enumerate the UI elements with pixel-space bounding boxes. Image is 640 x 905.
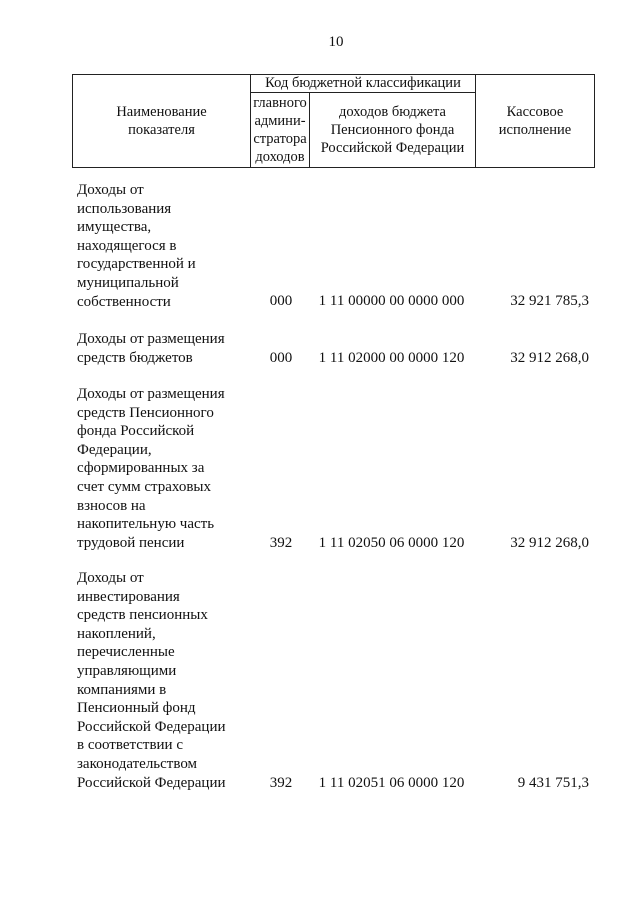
row-amount: 32 912 268,0 bbox=[510, 350, 589, 366]
header-execution-label: Кассовое исполнение bbox=[498, 104, 572, 138]
header-group-label: Код бюджетной классификации bbox=[265, 75, 461, 91]
row-admin-code: 392 bbox=[269, 775, 293, 791]
row-admin-code: 392 bbox=[269, 535, 293, 551]
header-cell-execution bbox=[476, 75, 594, 167]
header-cell-income bbox=[310, 93, 475, 167]
header-cell-admin bbox=[251, 93, 309, 167]
table-header bbox=[72, 74, 595, 168]
table-row bbox=[0, 330, 640, 370]
row-classification-code: 1 11 02050 06 0000 120 bbox=[318, 535, 465, 551]
header-cell-group bbox=[251, 74, 475, 92]
page-number: 10 bbox=[328, 34, 344, 50]
row-amount: 32 912 268,0 bbox=[510, 535, 589, 551]
row-name: Доходы от размещения средств Пенсионного фонда Российской Федерации, сформированных за счет сумм страховых взносов на накопительную часть трудовой пенсии bbox=[77, 386, 225, 551]
header-name-label: Наименование показателя bbox=[116, 104, 207, 138]
row-admin-code: 000 bbox=[269, 293, 293, 309]
header-cell-name bbox=[73, 75, 250, 167]
row-name: Доходы от размещения средств бюджетов bbox=[77, 331, 225, 366]
header-admin-label: главного админи- стратора доходов bbox=[253, 95, 307, 165]
header-income-label: доходов бюджета Пенсионного фонда Российской Федерации bbox=[320, 104, 465, 156]
row-name: Доходы от использования имущества, находящегося в государственной и муниципальной собственности bbox=[77, 182, 196, 310]
table-row bbox=[0, 569, 640, 799]
table-row bbox=[0, 385, 640, 555]
row-classification-code: 1 11 02051 06 0000 120 bbox=[318, 775, 465, 791]
row-classification-code: 1 11 00000 00 0000 000 bbox=[318, 293, 465, 309]
row-amount: 32 921 785,3 bbox=[510, 293, 589, 309]
table-row bbox=[0, 181, 640, 311]
header-right-border bbox=[594, 74, 595, 168]
header-bottom-border bbox=[72, 167, 595, 168]
row-classification-code: 1 11 02000 00 0000 120 bbox=[318, 350, 465, 366]
row-name: Доходы от инвестирования средств пенсионных накоплений, перечисленные управляющими компаниями в Пенсионный фонд Российской Федерации в соответствии с законодательством Российской Федерации bbox=[77, 570, 226, 791]
row-amount: 9 431 751,3 bbox=[517, 775, 589, 791]
row-admin-code: 000 bbox=[269, 350, 293, 366]
